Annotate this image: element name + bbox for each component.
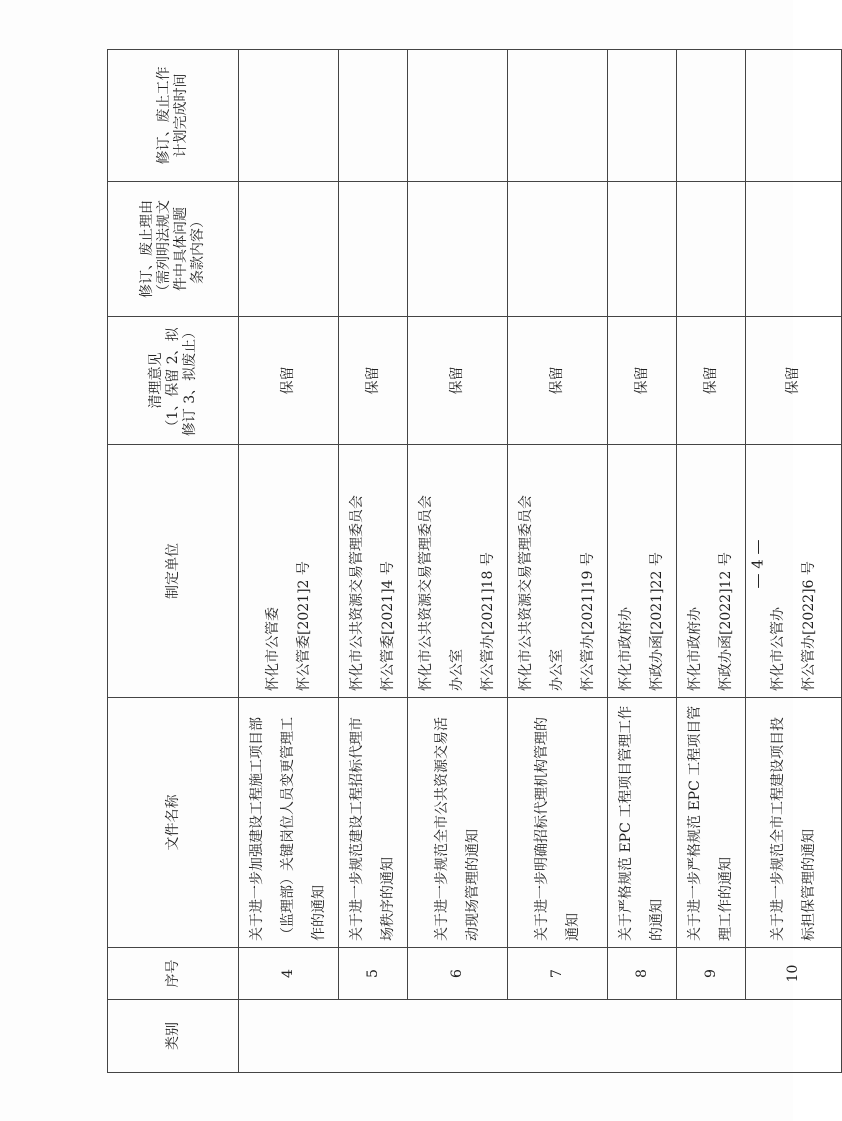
plan-cell — [408, 50, 508, 182]
opinion-cell: 保留 — [508, 317, 608, 445]
header-reason — [108, 182, 239, 317]
file-name-line: 通知 — [564, 913, 581, 941]
opinion-cell: 保留 — [339, 317, 408, 445]
header-opinion-line: 修订 3、拟废止） — [181, 324, 198, 437]
issuer-line: 办公室 — [449, 649, 465, 691]
issuer-cell — [408, 445, 508, 698]
header-opinion-line: （1、保留 2、拟 — [164, 327, 181, 434]
file-name-line: 作的通知 — [311, 885, 327, 941]
reason-cell — [608, 182, 677, 317]
seq-cell: 4 — [239, 948, 339, 1000]
plan-cell — [746, 50, 842, 182]
file-name-line: 的通知 — [649, 899, 665, 941]
header-opinion-line: 清理意见 — [147, 352, 164, 409]
file-name-cell — [746, 698, 842, 948]
file-name-line: 关于进一步规范全市工程建设项目投 — [769, 717, 786, 941]
file-name-line: 关于进一步严格规范 EPC 工程项目管 — [687, 705, 703, 941]
issuer-line: 怀化市政府办 — [687, 607, 703, 691]
file-name-cell — [677, 698, 746, 948]
header-plan-line: 修订、废止工作 — [156, 66, 172, 165]
rotated-table-container — [107, 50, 817, 1073]
header-reason-line: 修订、废止理由 — [139, 200, 155, 298]
file-name-line: 关于进一步规范建设工程招标代理市 — [349, 717, 365, 941]
reason-cell — [508, 182, 608, 317]
opinion-cell: 保留 — [746, 317, 842, 445]
header-category: 类别 — [108, 1000, 239, 1073]
issuer-line: 怀政办函[2022]12 号 — [718, 552, 734, 691]
issuer-line: 怀政办函[2021]22 号 — [649, 552, 665, 691]
reason-cell — [239, 182, 339, 317]
issuer-line: 怀公管办[2021]18 号 — [480, 552, 496, 691]
header-reason-line: （需列明法规文 — [156, 200, 172, 298]
table-row — [508, 50, 608, 1073]
reason-cell — [339, 182, 408, 317]
table-row — [239, 50, 339, 1073]
header-plan — [108, 50, 239, 182]
issuer-line: 怀化市公共资源交易管理委员会 — [349, 495, 365, 691]
file-name-cell — [508, 698, 608, 948]
plan-cell — [339, 50, 408, 182]
seq-cell: 10 — [746, 948, 842, 1000]
issuer-cell — [339, 445, 408, 698]
file-name-cell — [339, 698, 408, 948]
issuer-line: 怀公管委[2021]4 号 — [380, 561, 396, 691]
table-row — [408, 50, 508, 1073]
file-name-cell — [239, 698, 339, 948]
reason-cell — [408, 182, 508, 317]
header-seq: 序号 — [108, 948, 239, 1000]
issuer-line: 办公室 — [549, 649, 565, 691]
issuer-line: 怀公管办[2022]6 号 — [800, 561, 817, 691]
plan-cell — [239, 50, 339, 182]
file-name-cell — [608, 698, 677, 948]
document-table — [107, 49, 842, 1073]
reason-cell — [677, 182, 746, 317]
seq-cell: 9 — [677, 948, 746, 1000]
header-file-name: 文件名称 — [108, 698, 239, 948]
file-name-line: （监理部）关键岗位人员变更管理工 — [280, 717, 296, 941]
header-reason-line: 件中具体问题 — [173, 207, 189, 291]
file-name-cell — [408, 698, 508, 948]
issuer-cell — [508, 445, 608, 698]
issuer-line: 怀公管办[2021]19 号 — [580, 552, 596, 691]
issuer-line: 怀化市公共资源交易管理委员会 — [518, 495, 534, 691]
issuer-line: 怀化市公管办 — [769, 607, 786, 691]
header-row — [108, 50, 239, 1073]
header-plan-line: 计划完成时间 — [173, 73, 189, 158]
file-name-line: 理工作的通知 — [718, 857, 734, 941]
plan-cell — [677, 50, 746, 182]
file-name-line: 标担保管理的通知 — [800, 829, 817, 941]
file-name-line: 关于进一步规范全市公共资源交易活 — [433, 717, 450, 941]
issuer-cell — [677, 445, 746, 698]
header-reason-line: 条款内容） — [190, 214, 206, 284]
issuer-line: 怀化市公管委 — [264, 607, 281, 691]
table-row — [677, 50, 746, 1073]
category-cell — [239, 1000, 842, 1073]
opinion-cell: 保留 — [608, 317, 677, 445]
issuer-line: 怀化市政府办 — [618, 607, 634, 691]
page-number — [738, 534, 778, 594]
plan-cell — [508, 50, 608, 182]
issuer-line: 怀公管委[2021]2 号 — [295, 561, 312, 691]
file-name-line: 关于严格规范 EPC 工程项目管理工作 — [618, 705, 634, 941]
table-row — [608, 50, 677, 1073]
seq-cell: 8 — [608, 948, 677, 1000]
file-name-line: 场秩序的通知 — [380, 857, 396, 941]
issuer-cell — [608, 445, 677, 698]
seq-cell: 6 — [408, 948, 508, 1000]
file-name-line: 关于进一步明确招标代理机构管理的 — [533, 717, 550, 941]
seq-cell: 5 — [339, 948, 408, 1000]
page-number-text: — 4 — — [749, 539, 767, 589]
plan-cell — [608, 50, 677, 182]
file-name-line: 动现场管理的通知 — [464, 829, 481, 941]
opinion-cell: 保留 — [677, 317, 746, 445]
header-opinion — [108, 317, 239, 445]
reason-cell — [746, 182, 842, 317]
header-issuer: 制定单位 — [108, 445, 239, 698]
file-name-line: 关于进一步加强建设工程施工项目部 — [249, 717, 265, 941]
issuer-cell — [239, 445, 339, 698]
opinion-cell: 保留 — [239, 317, 339, 445]
seq-cell: 7 — [508, 948, 608, 1000]
opinion-cell: 保留 — [408, 317, 508, 445]
issuer-line: 怀化市公共资源交易管理委员会 — [418, 495, 434, 691]
table-row — [339, 50, 408, 1073]
